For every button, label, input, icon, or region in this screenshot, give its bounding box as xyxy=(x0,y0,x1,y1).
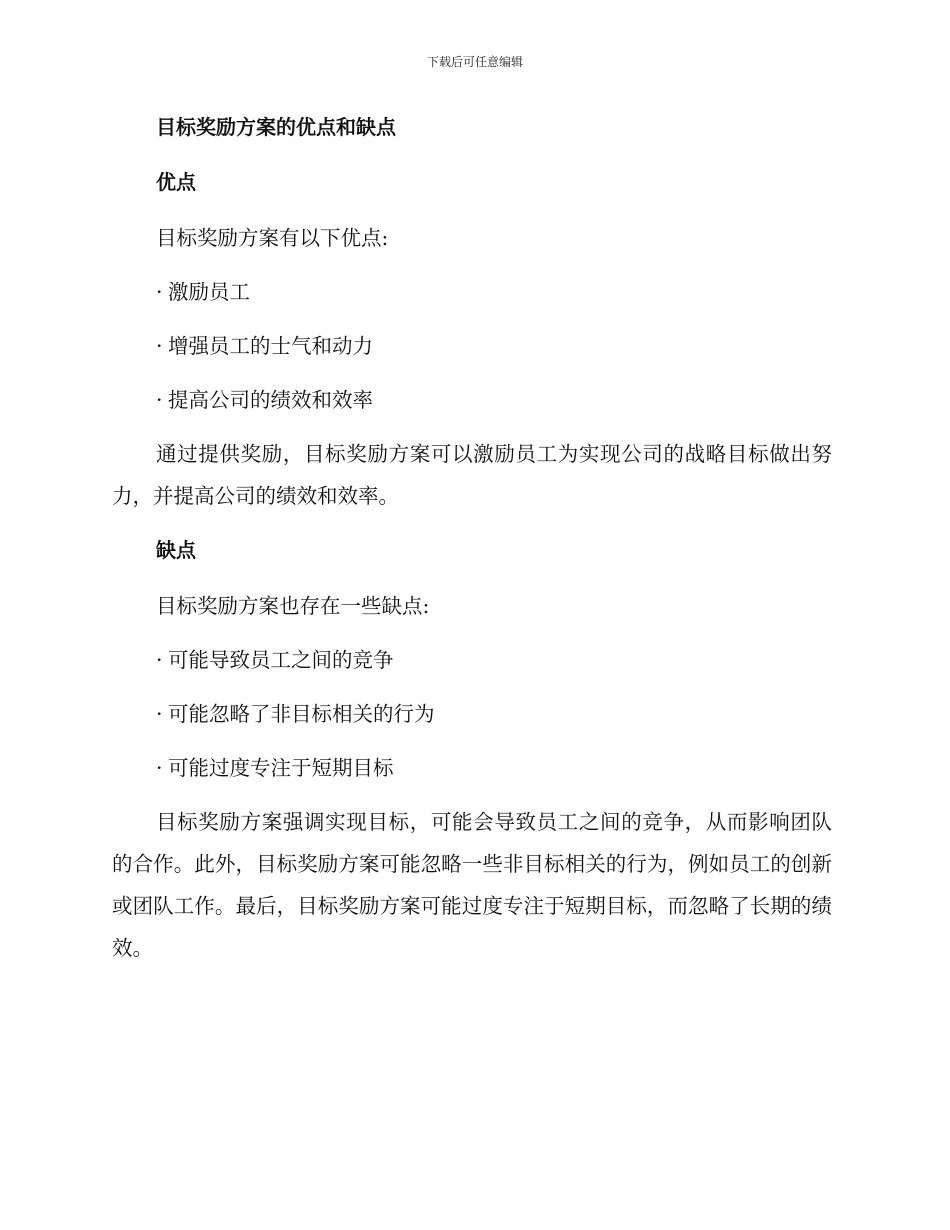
document-body xyxy=(112,108,832,969)
list-item xyxy=(112,379,832,421)
page-header: 下载后可任意编辑 xyxy=(426,55,523,69)
bullet-icon: · xyxy=(156,388,163,412)
pros-intro: 目标奖励方案有以下优点: xyxy=(156,226,389,250)
bullet-icon: · xyxy=(156,702,163,726)
pros-summary: 通过提供奖励，目标奖励方案可以激励员工为实现公司的战略目标做出努力，并提高公司的绩效和效率。 xyxy=(112,442,832,508)
list-item xyxy=(112,325,832,367)
cons-heading: 缺点 xyxy=(156,538,196,562)
cons-intro: 目标奖励方案也存在一些缺点: xyxy=(156,594,430,618)
list-item-text: 激励员工 xyxy=(168,280,250,304)
list-item-text: 可能忽略了非目标相关的行为 xyxy=(168,702,435,726)
pros-heading: 优点 xyxy=(156,170,196,194)
list-item-text: 可能过度专注于短期目标 xyxy=(168,756,394,780)
bullet-icon: · xyxy=(156,648,163,672)
bullet-icon: · xyxy=(156,756,163,780)
document-title: 目标奖励方案的优点和缺点 xyxy=(156,115,396,139)
list-item-text: 可能导致员工之间的竞争 xyxy=(168,648,394,672)
bullet-icon: · xyxy=(156,280,163,304)
list-item xyxy=(112,747,832,789)
list-item-text: 增强员工的士气和动力 xyxy=(168,334,373,358)
cons-summary: 目标奖励方案强调实现目标，可能会导致员工之间的竞争，从而影响团队的合作。此外，目标奖励方案可能忽略一些非目标相关的行为，例如员工的创新或团队工作。最后，目标奖励方案可能过度专注于短期目标，而忽略了长期的绩效。 xyxy=(112,810,832,960)
list-item-text: 提高公司的绩效和效率 xyxy=(168,388,373,412)
list-item xyxy=(112,271,832,313)
list-item xyxy=(112,693,832,735)
list-item xyxy=(112,639,832,681)
bullet-icon: · xyxy=(156,334,163,358)
